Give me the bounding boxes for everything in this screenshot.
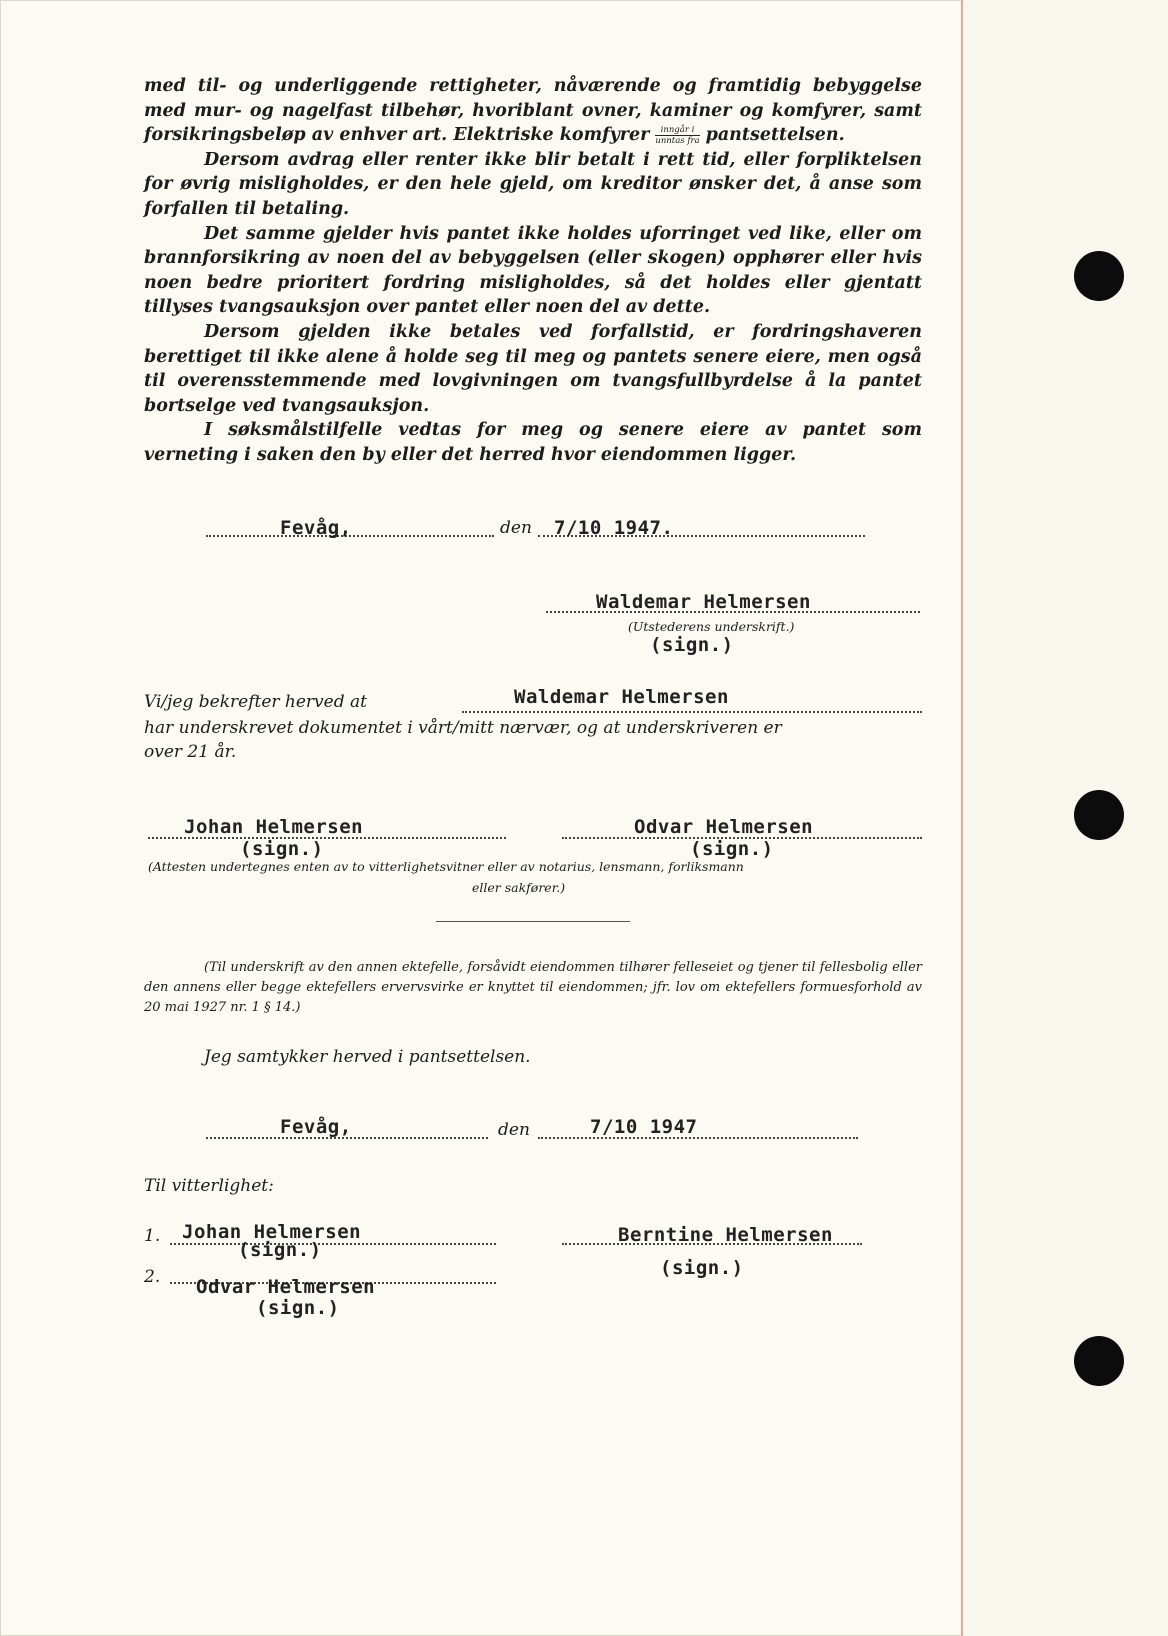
issuer-name: Waldemar Helmersen	[596, 591, 811, 613]
attest-name-line	[462, 711, 922, 713]
date-1: 7/10 1947.	[554, 517, 674, 539]
mortgage-clause-text	[144, 74, 922, 468]
witness-2-name: Odvar Helmersen	[634, 816, 814, 838]
spouse-name: Berntine Helmersen	[618, 1224, 833, 1246]
witness-2-sign: (sign.)	[690, 838, 774, 860]
den-label-2: den	[498, 1120, 530, 1140]
spouse-note: (Til underskrift av den annen ektefelle, forsåvidt eiendommen tilhører felleseiet og tjener til fellesbolig eller den annens eller begge ektefellers ervervsvirke er knyttet til eiendommen; jfr. lov om ektefellers formuesforhold av 20 mai 1927 nr. 1 § 14.)	[144, 960, 922, 1015]
date-line-2	[538, 1137, 858, 1139]
red-margin-line	[961, 0, 963, 1636]
punch-hole-middle	[1074, 790, 1124, 840]
clause-paragraph-2: Dersom avdrag eller renter ikke blir betalt i rett tid, eller forpliktelsen for øvrig misligholdes, er den hele gjeld, om kreditor ønsker det, å anse som forfallen til betaling.	[144, 149, 922, 219]
attest-line-3: over 21 år.	[144, 742, 237, 762]
witness2-2-name: Odvar Helmersen	[196, 1276, 376, 1298]
attest-line-2: har underskrevet dokumentet i vårt/mitt nærvær, og at underskriveren er	[144, 718, 782, 738]
issuer-caption: (Utstederens underskrift.)	[628, 619, 795, 634]
clause-paragraph-4: Dersom gjelden ikke betales ved forfallstid, er fordringshaveren berettiget til ikke alene å holde seg til meg og pantets senere eiere, men også til overensstemmende med lovgivningen om tvangsfullbyrdelse å la pantet bortselge ved tvangsauksjon.	[144, 321, 922, 416]
punch-hole-bottom	[1074, 1336, 1124, 1386]
clause-paragraph-5: I søksmålstilfelle vedtas for meg og senere eiere av pantet som verneting i saken den by eller det herred hvor eiendommen ligger.	[144, 420, 922, 465]
den-label-1: den	[500, 518, 532, 538]
section-divider	[436, 921, 630, 922]
witness2-2-sign: (sign.)	[256, 1297, 340, 1319]
attest-name: Waldemar Helmersen	[514, 686, 729, 708]
place-2: Fevåg,	[280, 1116, 352, 1138]
witness-heading: Til vitterlighet:	[144, 1176, 274, 1196]
witness2-1-name: Johan Helmersen	[182, 1221, 362, 1243]
issuer-sign: (sign.)	[650, 634, 734, 656]
right-margin-strip	[963, 0, 1168, 1636]
punch-hole-top	[1074, 251, 1124, 301]
witness-1-name: Johan Helmersen	[184, 816, 364, 838]
clause-paragraph-1: med til- og underliggende rettigheter, nåværende og framtidig bebyggelse med mur- og nagelfast tilbehør, hvoriblant ovner, kaminer og komfyrer, samt forsikringsbeløp av enhver art. Elektriske komfyrer $\frac{\text{inngår i}}{\text{unntas fra}}$ pantsettelsen.	[144, 76, 922, 147]
witness-note-1: (Attesten undertegnes enten av to vitterlighetsvitner eller av notarius, lensmann, forliksmann	[148, 859, 744, 874]
date-2: 7/10 1947	[590, 1116, 698, 1138]
witness-1-sign: (sign.)	[240, 838, 324, 860]
consent-text: Jeg samtykker herved i pantsettelsen.	[204, 1047, 531, 1067]
witness-number-1: 1.	[144, 1226, 161, 1246]
witness-number-2: 2.	[144, 1267, 161, 1287]
witness-note-2: eller sakfører.)	[472, 880, 566, 895]
witness2-line-1	[170, 1243, 496, 1245]
attest-prefix: Vi/jeg bekrefter herved at	[144, 692, 367, 712]
fraction-choice: $\frac{\text{inngår i}}{\text{unntas fra}}$	[655, 125, 700, 147]
witness2-1-sign: (sign.)	[238, 1239, 322, 1261]
clause-paragraph-3: Det samme gjelder hvis pantet ikke holdes uforringet ved like, eller om brannforsikring av noen del av bebyggelsen (eller skogen) opphører eller hvis noen bedre prioritert fordring misligholdes, så det holdes eller gjentatt tillyses tvangsauksjon over pantet eller noen del av dette.	[144, 223, 922, 318]
place-1: Fevåg,	[280, 517, 352, 539]
spouse-sign: (sign.)	[660, 1257, 744, 1279]
